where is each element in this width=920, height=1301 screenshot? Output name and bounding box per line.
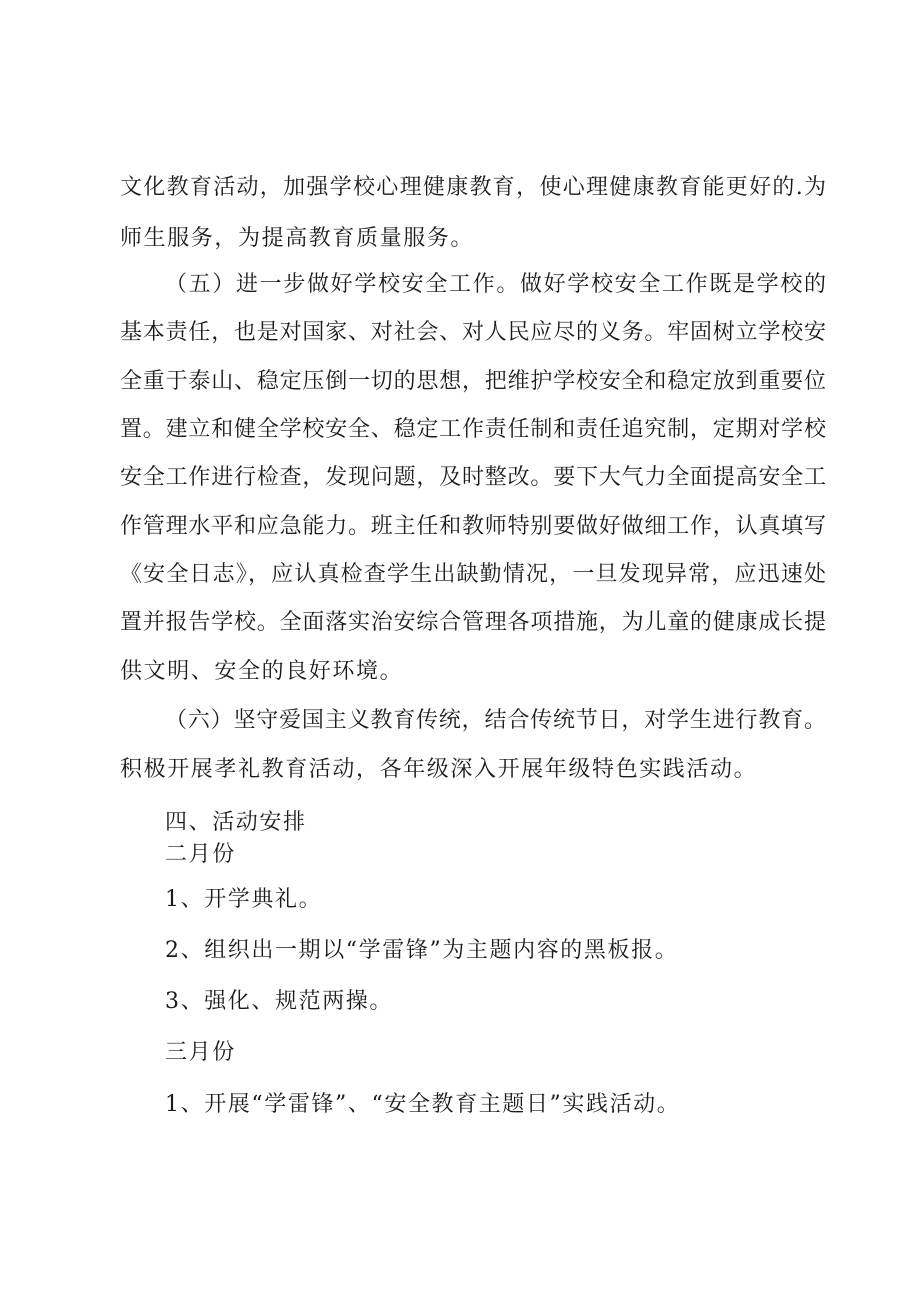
paragraph-line: （六）坚守爱国主义教育传统，结合传统节日，对学生进行教育。 <box>165 708 826 733</box>
paragraph-line: 供文明、安全的良好环境。 <box>120 659 404 684</box>
paragraph-line: 基本责任，也是对国家、对社会、对人民应尽的义务。牢固树立学校安 <box>120 320 826 345</box>
section-heading: 四、活动安排 <box>165 810 307 835</box>
paragraph-line: 文化教育活动，加强学校心理健康教育，使心理健康教育能更好的.为 <box>120 175 826 200</box>
paragraph-line: 安全工作进行检查，发现问题，及时整改。要下大气力全面提高安全工 <box>120 465 826 490</box>
paragraph-line: 作管理水平和应急能力。班主任和教师特别要做好做细工作，认真填写 <box>120 514 826 539</box>
paragraph-line: 师生服务，为提高教育质量服务。 <box>120 226 475 251</box>
paragraph-line: 全重于泰山、稳定压倒一切的思想，把维护学校安全和稳定放到重要位 <box>120 369 826 394</box>
paragraph-line: （五）进一步做好学校安全工作。做好学校安全工作既是学校的 <box>165 272 826 297</box>
paragraph-line: 置并报告学校。全面落实治安综合管理各项措施，为儿童的健康成长提 <box>120 610 826 635</box>
list-item: 1、开学典礼。 <box>165 887 323 912</box>
month-heading: 三月份 <box>165 1040 236 1065</box>
list-item: 3、强化、规范两操。 <box>165 989 393 1014</box>
paragraph-line: 置。建立和健全学校安全、稳定工作责任制和责任追究制，定期对学校 <box>120 417 826 442</box>
month-heading: 二月份 <box>165 842 236 867</box>
paragraph-line: 积极开展孝礼教育活动，各年级深入开展年级特色实践活动。 <box>120 757 758 782</box>
list-item: 1、开展“学雷锋”、“安全教育主题日”实践活动。 <box>165 1092 681 1117</box>
paragraph-line: 《安全日志》，应认真检查学生出缺勤情况，一旦发现异常，应迅速处 <box>120 562 826 587</box>
list-item: 2、组织出一期以“学雷锋”为主题内容的黑板报。 <box>165 938 679 963</box>
